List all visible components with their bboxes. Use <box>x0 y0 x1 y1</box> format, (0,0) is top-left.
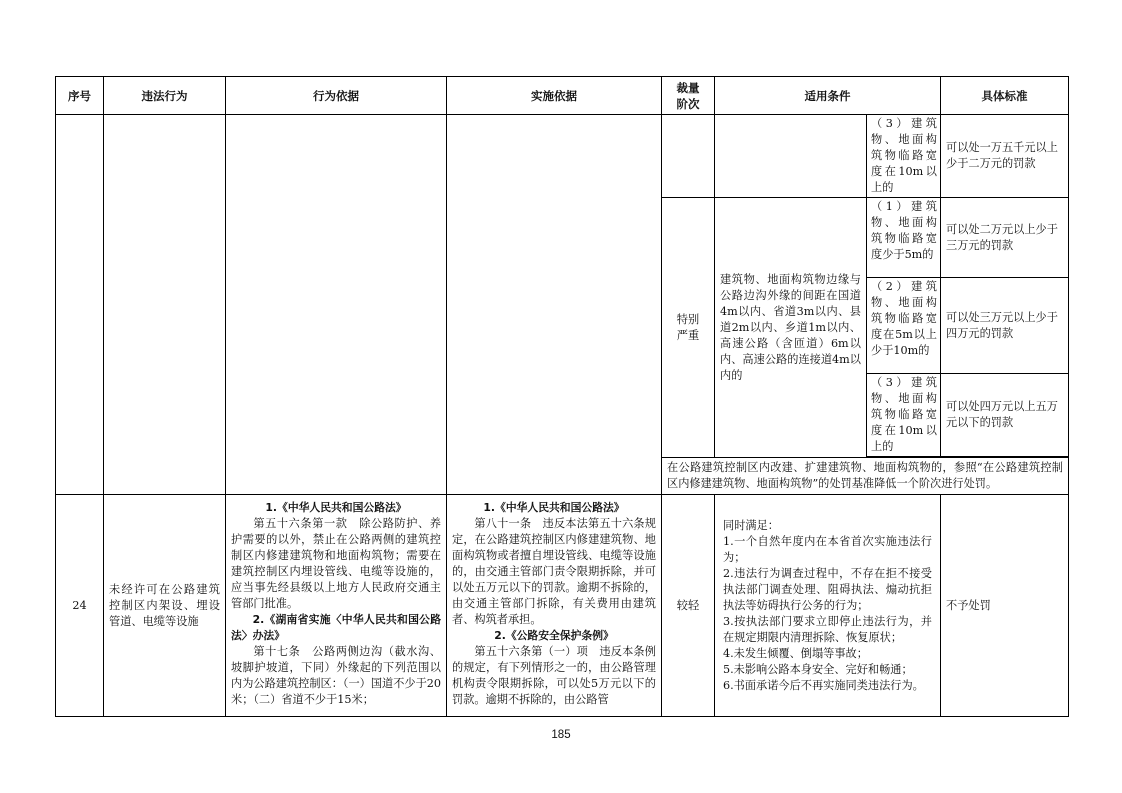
cont-cond-cell <box>715 115 867 198</box>
penalty-standards-table <box>55 76 1069 717</box>
table-row-24 <box>56 495 1069 717</box>
implementation-basis <box>447 495 662 717</box>
condition-item: 3.按执法部门要求立即停止违法行为，并在规定期限内清理拆除、恢复原状； <box>723 614 932 644</box>
row-number: 24 <box>56 495 104 717</box>
sub-condition: （2）建筑物、地面构筑物临路宽度在5m以上少于10m的 <box>867 278 941 374</box>
penalty-standard: 可以处四万元以上五万元以下的罚款 <box>941 374 1069 457</box>
level-special-serious <box>662 198 715 458</box>
table-row <box>56 115 1069 198</box>
law-title: 1.《中华人民共和国公路法》 <box>265 501 407 514</box>
header-basis: 行为依据 <box>226 77 447 115</box>
sub-condition: （1）建筑物、地面构筑物临路宽度少于5m的 <box>867 198 941 278</box>
applicable-conditions <box>715 495 941 717</box>
page-number: 185 <box>551 729 571 741</box>
cont-act-cell <box>104 115 226 495</box>
level-label: 特别严重 <box>676 312 700 342</box>
law-text: 第八十一条 违反本法第五十六条规定，在公路建筑控制区内修建建筑物、地面构筑物或者擅自埋设管线、电缆等设施的，由交通主管部门责令限期拆除，并可以处五万元以下的罚款。逾期不拆除的，由交通主管部门拆除，有关费用由建筑者、构筑者承担。 <box>452 517 656 626</box>
table-header-row <box>56 77 1069 115</box>
header-level: 裁量阶次 <box>662 77 715 115</box>
level-minor: 较轻 <box>662 495 715 717</box>
penalty-standard: 可以处一万五千元以上少于二万元的罚款 <box>941 115 1069 198</box>
law-title: 1.《中华人民共和国公路法》 <box>483 501 625 514</box>
cont-impl-cell <box>447 115 662 495</box>
law-title: 2.《湖南省实施〈中华人民共和国公路法〉办法》 <box>231 613 441 642</box>
sub-condition: （3）建筑物、地面构筑物临路宽度在10m以上的 <box>867 115 941 198</box>
penalty-standard: 不予处罚 <box>941 495 1069 717</box>
header-act: 违法行为 <box>104 77 226 115</box>
law-text: 第五十六条第一款 除公路防护、养护需要的以外，禁止在公路两侧的建筑控制区内修建建筑物和地面构筑物；需要在建筑控制区内埋设管线、电缆等设施的，应当事先经县级以上地方人民政府交通主管部门批准。 <box>231 517 441 610</box>
cont-level-cell <box>662 115 715 198</box>
cont-basis-cell <box>226 115 447 495</box>
law-title: 2.《公路安全保护条例》 <box>494 629 614 642</box>
note-row: 在公路建筑控制区内改建、扩建建筑物、地面构筑物的，参照“在公路建筑控制区内修建建筑物、地面构筑物”的处罚基准降低一个阶次进行处罚。 <box>662 458 1069 495</box>
header-impl: 实施依据 <box>447 77 662 115</box>
condition-distance: 建筑物、地面构筑物边缘与公路边沟外缘的间距在国道4m以内、省道3m以内、县道2m以内、乡道1m以内、高速公路（含匝道）6m以内、高速公路的连接道4m以内的 <box>715 198 867 458</box>
header-std: 具体标准 <box>941 77 1069 115</box>
penalty-standard: 可以处二万元以上少于三万元的罚款 <box>941 198 1069 278</box>
law-text: 第十七条 公路两侧边沟（截水沟、坡脚护坡道，下同）外缘起的下列范围以内为公路建筑控制区：（一）国道不少于20米；（二）省道不少于15米； <box>231 645 442 706</box>
condition-item: 5.未影响公路本身安全、完好和畅通； <box>723 662 913 676</box>
penalty-standard: 可以处三万元以上少于四万元的罚款 <box>941 278 1069 374</box>
cont-no-cell <box>56 115 104 495</box>
violation-act: 未经许可在公路建筑控制区内架设、埋设管道、电缆等设施 <box>104 495 226 717</box>
condition-item: 2.违法行为调查过程中，不存在拒不接受执法部门调查处理、阻碍执法、煽动抗拒执法等妨碍执行公务的行为； <box>723 566 932 612</box>
condition-item: 4.未发生倾覆、倒塌等事故； <box>723 646 868 660</box>
header-no: 序号 <box>56 77 104 115</box>
sub-condition: （3）建筑物、地面构筑物临路宽度在10m以上的 <box>867 374 941 457</box>
condition-item: 6.书面承诺今后不再实施同类违法行为。 <box>723 678 924 692</box>
condition-item: 1.一个自然年度内在本省首次实施违法行为； <box>723 534 932 564</box>
conditions-heading: 同时满足： <box>723 518 779 532</box>
law-text: 第五十六条第（一）项 违反本条例的规定，有下列情形之一的，由公路管理机构责令限期拆除，可以处5万元以下的罚款。逾期不拆除的，由公路管 <box>452 645 656 706</box>
behavior-basis <box>226 495 447 717</box>
header-cond: 适用条件 <box>715 77 941 115</box>
